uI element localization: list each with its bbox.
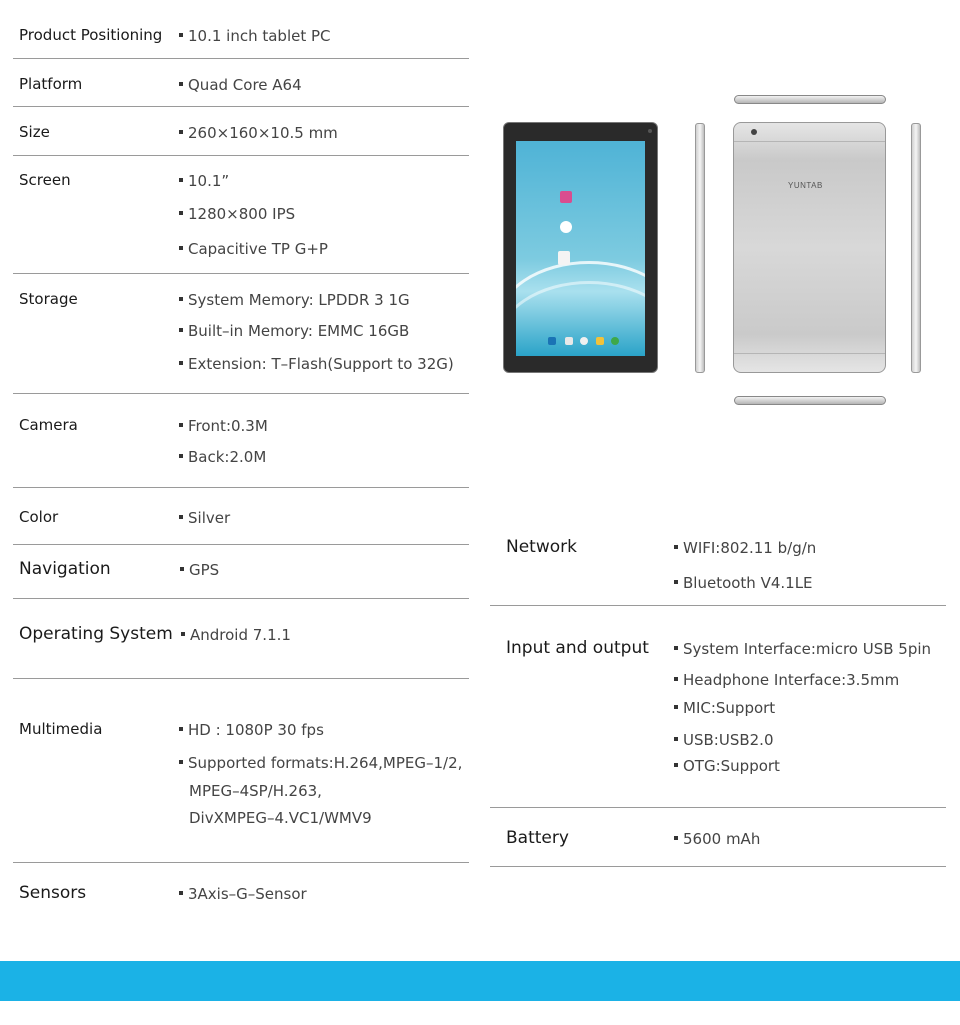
spec-value: 260×160×10.5 mm <box>179 123 338 143</box>
tablet-side-right <box>911 123 921 373</box>
spec-label-operating-system: Operating System <box>19 624 173 644</box>
app-icon <box>560 191 572 203</box>
spec-value: 3Axis–G–Sensor <box>179 884 307 904</box>
spec-value: Android 7.1.1 <box>181 625 291 645</box>
spec-value: HD : 1080P 30 fps <box>179 720 324 740</box>
divider <box>13 58 469 59</box>
spec-value: OTG:Support <box>674 756 780 776</box>
spec-label-camera: Camera <box>19 416 78 434</box>
wallpaper-wave <box>516 281 645 356</box>
spec-value: WIFI:802.11 b/g/n <box>674 538 816 558</box>
app-icon <box>558 251 570 265</box>
spec-label-network: Network <box>506 537 577 557</box>
spec-value: 10.1 inch tablet PC <box>179 26 331 46</box>
spec-label-input-output: Input and output <box>506 638 649 658</box>
divider <box>13 544 469 545</box>
spec-value: Quad Core A64 <box>179 75 302 95</box>
spec-value: Built–in Memory: EMMC 16GB <box>179 321 409 341</box>
spec-value: Silver <box>179 508 230 528</box>
divider <box>13 487 469 488</box>
divider <box>13 678 469 679</box>
app-icon <box>565 337 573 345</box>
spec-value: Capacitive TP G+P <box>179 239 328 259</box>
tablet-front <box>503 122 658 373</box>
spec-label-size: Size <box>19 123 50 141</box>
spec-value: USB:USB2.0 <box>674 730 774 750</box>
app-icon <box>580 337 588 345</box>
divider <box>13 862 469 863</box>
spec-value: 1280×800 IPS <box>179 204 295 224</box>
spec-value: System Memory: LPDDR 3 1G <box>179 290 410 310</box>
app-icon <box>596 337 604 345</box>
brand-logo: YUNTAB <box>788 181 823 190</box>
divider <box>13 598 469 599</box>
tablet-bottom-edge <box>734 396 886 405</box>
divider <box>13 155 469 156</box>
spec-value: Headphone Interface:3.5mm <box>674 670 899 690</box>
spec-label-platform: Platform <box>19 75 83 93</box>
divider <box>490 605 946 606</box>
tablet-side-left <box>695 123 705 373</box>
spec-label-product-positioning: Product Positioning <box>19 26 163 44</box>
spec-value: MIC:Support <box>674 698 775 718</box>
tablet-back <box>733 122 886 373</box>
spec-value: GPS <box>180 560 219 580</box>
spec-value: System Interface:micro USB 5pin <box>674 639 931 659</box>
spec-label-storage: Storage <box>19 290 78 308</box>
spec-value-continued: DivXMPEG–4.VC1/WMV9 <box>189 809 372 827</box>
spec-value: Supported formats:H.264,MPEG–1/2, <box>179 753 462 773</box>
spec-value: Bluetooth V4.1LE <box>674 573 813 593</box>
spec-label-battery: Battery <box>506 828 569 848</box>
spec-value: 10.1” <box>179 171 229 191</box>
spec-label-multimedia: Multimedia <box>19 720 103 738</box>
app-icon <box>611 337 619 345</box>
divider <box>490 866 946 867</box>
spec-label-color: Color <box>19 508 59 526</box>
spec-label-screen: Screen <box>19 171 71 189</box>
spec-label-navigation: Navigation <box>19 559 111 579</box>
spec-value: Extension: T–Flash(Support to 32G) <box>179 354 454 374</box>
app-icon <box>560 221 572 233</box>
spec-value: Back:2.0M <box>179 447 266 467</box>
spec-value: Front:0.3M <box>179 416 268 436</box>
spec-value: 5600 mAh <box>674 829 760 849</box>
front-camera-icon <box>648 129 652 133</box>
divider <box>13 106 469 107</box>
divider <box>13 273 469 274</box>
spec-value-continued: MPEG–4SP/H.263, <box>189 782 322 800</box>
rear-camera-icon <box>751 129 757 135</box>
footer-accent-bar <box>0 961 960 1001</box>
tablet-top-edge <box>734 95 886 104</box>
tablet-screen <box>516 141 645 356</box>
divider <box>13 393 469 394</box>
divider <box>490 807 946 808</box>
spec-label-sensors: Sensors <box>19 883 87 903</box>
app-icon <box>548 337 556 345</box>
